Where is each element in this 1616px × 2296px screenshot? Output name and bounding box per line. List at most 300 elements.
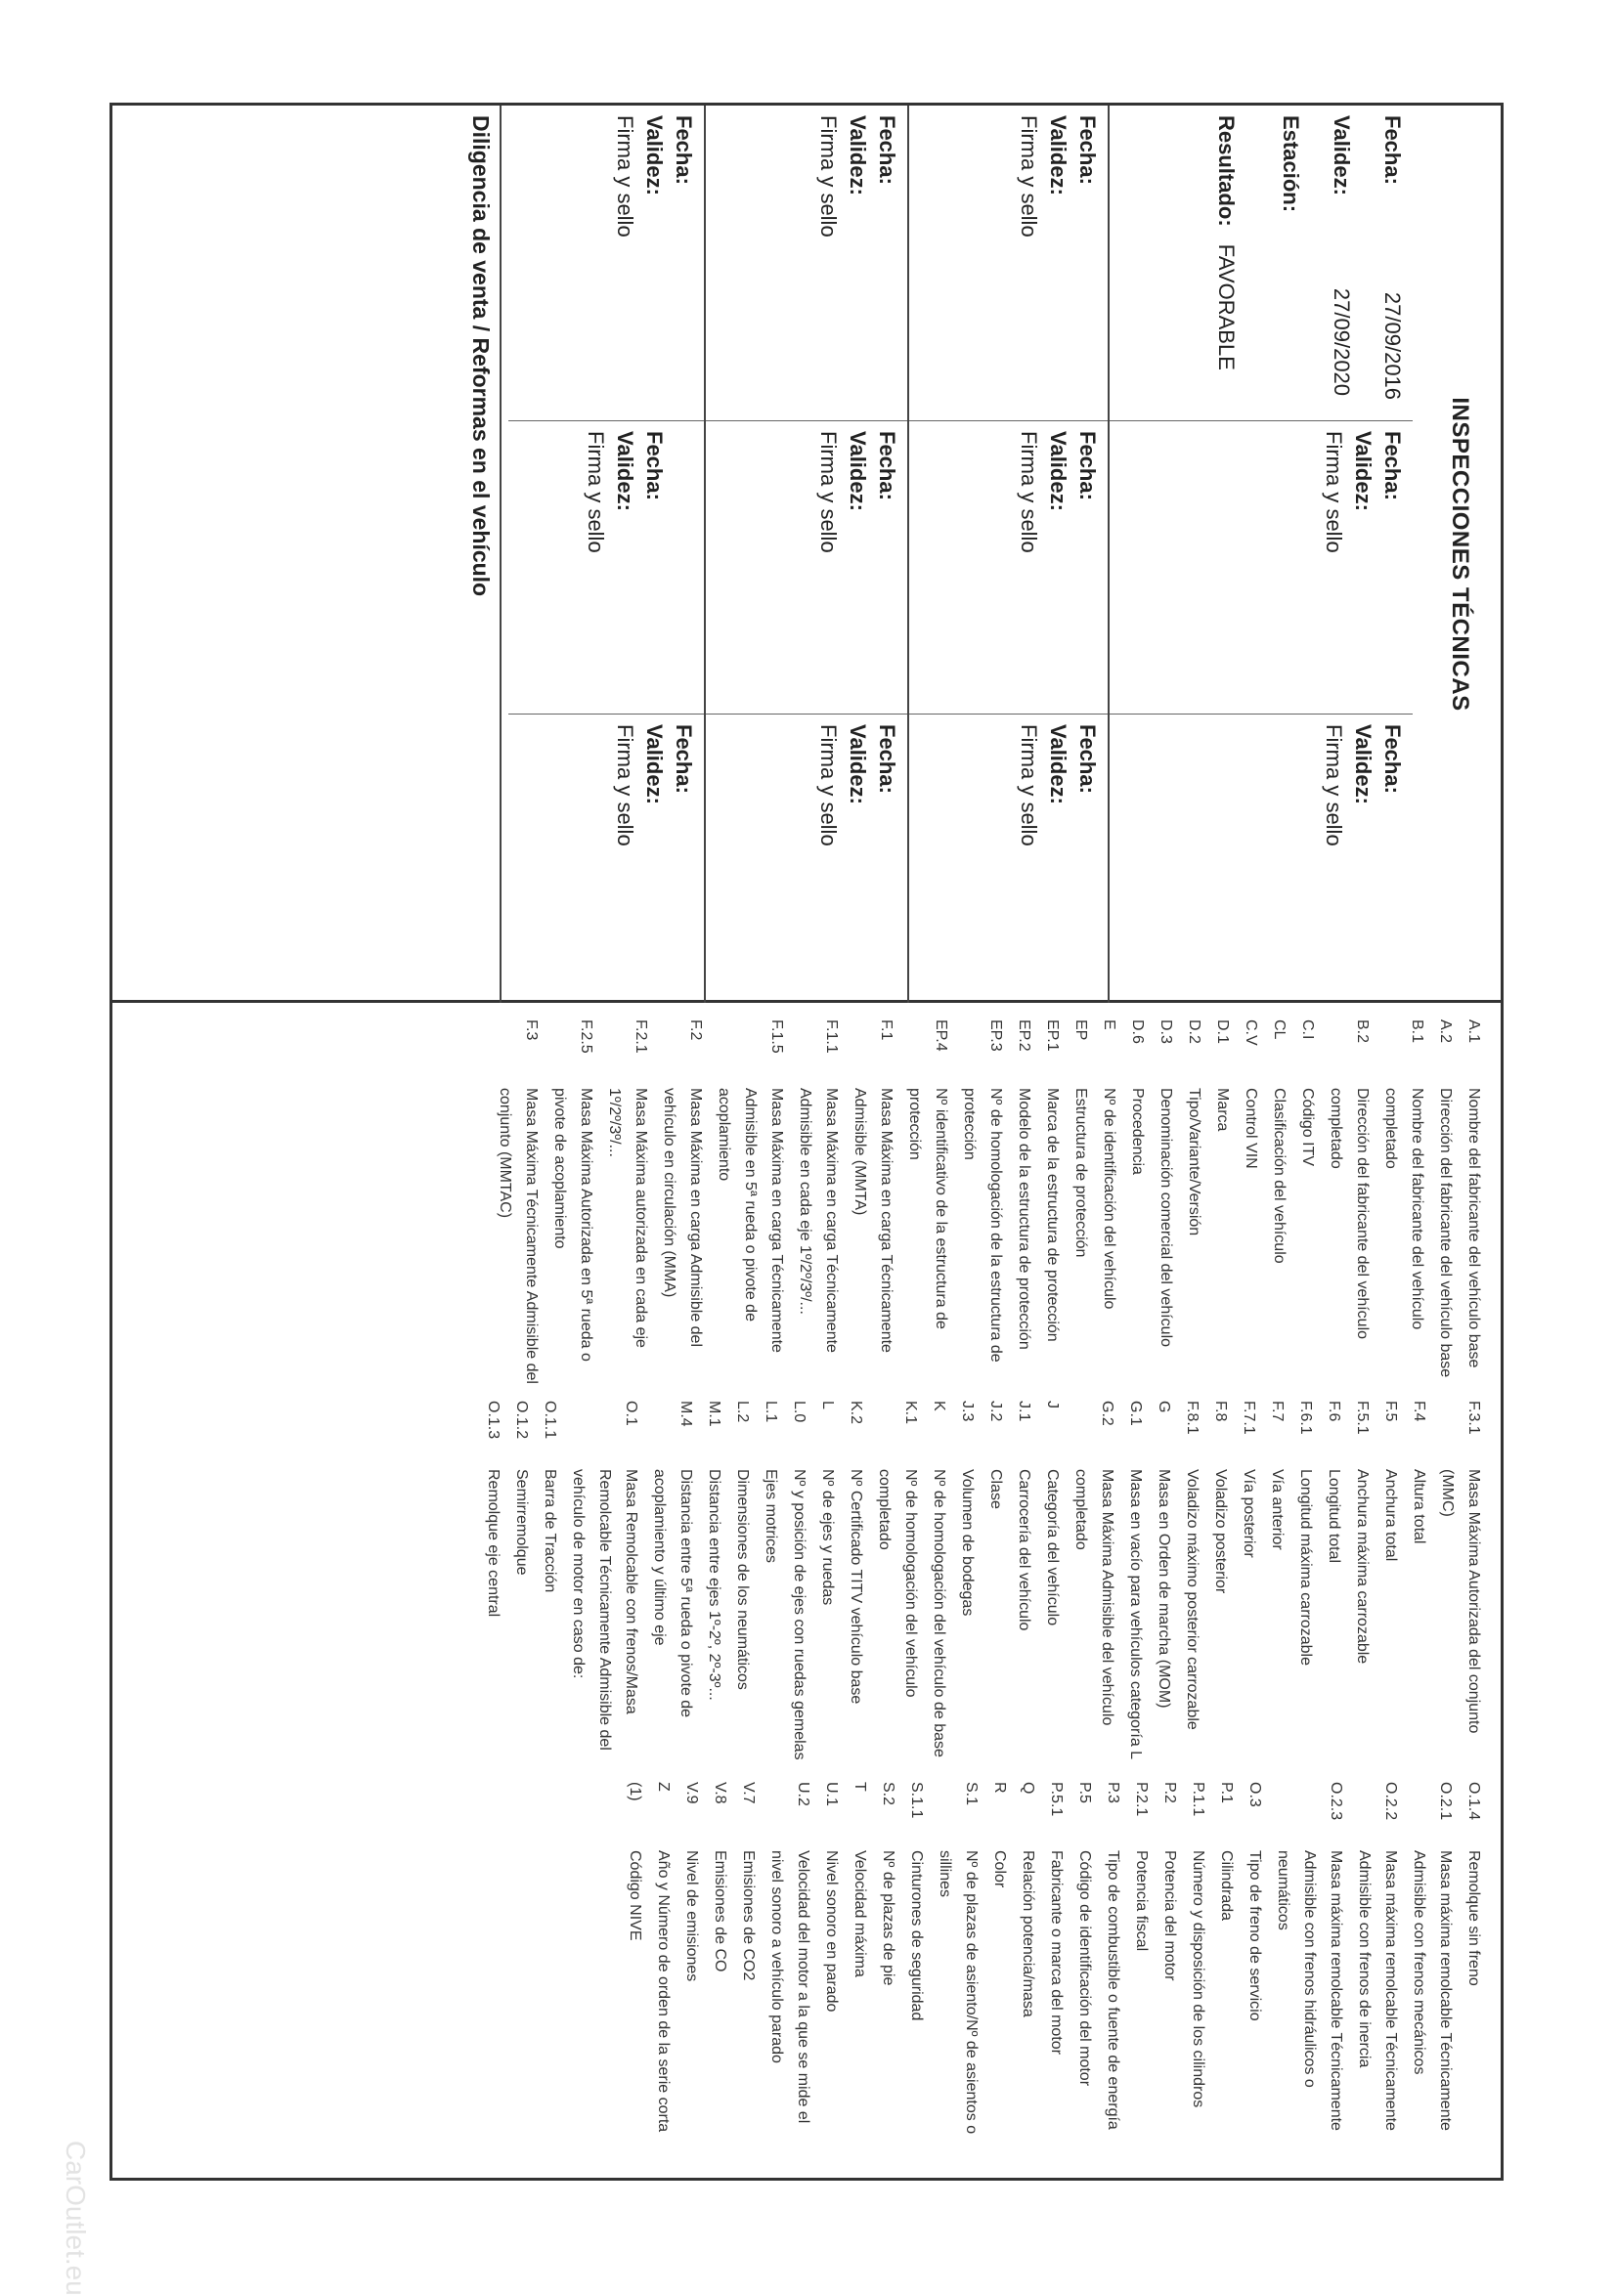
firma-label: Firma y sello: [584, 431, 608, 553]
code-entry: [926, 1401, 952, 1772]
code-entry: [650, 1782, 677, 2153]
code-id: O.2.2: [1382, 1782, 1399, 1821]
validez-value: 27/09/2020: [1330, 287, 1354, 397]
code-id: B.1: [1409, 1019, 1425, 1044]
code-entry: [843, 1401, 869, 1772]
code-description: Longitud total: [1326, 1469, 1342, 1564]
code-id: J: [1044, 1401, 1061, 1408]
code-description: Nombre del fabricante del vehículo base: [1465, 1088, 1482, 1368]
code-description: Nombre del fabricante del vehículo completado: [1382, 1088, 1425, 1330]
code-entry: [546, 1019, 599, 1391]
inspecciones-panel: [112, 106, 1501, 1003]
inspection-cell-3-1: [706, 106, 907, 420]
code-description: Año y Número de orden de la serie corta: [655, 1850, 672, 2133]
code-id: F.7: [1269, 1401, 1286, 1422]
code-description: Tipo/Variante/Versión: [1186, 1088, 1202, 1236]
code-id: Q: [1020, 1782, 1036, 1795]
code-id: K: [931, 1401, 947, 1411]
code-entry: [646, 1401, 699, 1772]
code-entry: [764, 1782, 816, 2153]
code-entry: [1071, 1782, 1098, 2153]
code-entry: [1321, 1401, 1347, 1772]
fecha-label: Fecha:: [642, 431, 667, 500]
firma-label: Firma y sello: [1017, 724, 1041, 846]
code-description: Semirremolque: [513, 1469, 530, 1576]
code-description: Marca: [1214, 1088, 1231, 1132]
code-entry: [1434, 1401, 1487, 1772]
code-id: V.8: [712, 1782, 728, 1804]
watermark-logo: CarOutlet.eu: [61, 2141, 91, 2296]
code-description: Cilindrada: [1218, 1850, 1235, 1922]
code-entry: [1294, 1019, 1321, 1391]
code-id: B.2: [1354, 1019, 1371, 1044]
code-id: L.1: [763, 1401, 779, 1423]
firma-label: Firma y sello: [816, 724, 841, 846]
code-description: Distancia entre ejes 1º-2º, 2º-3º...: [706, 1469, 722, 1701]
code-entry: [1207, 1401, 1234, 1772]
code-id: O.3: [1246, 1782, 1263, 1807]
code-id: EP.3: [987, 1019, 1004, 1052]
firma-label: Firma y sello: [1322, 724, 1346, 846]
code-id: F.4: [1411, 1401, 1427, 1422]
code-description: Masa Máxima Autorizada en 5ª rueda o pivote de acoplamiento: [551, 1088, 594, 1362]
inspection-cell-3-3: [706, 714, 907, 1003]
code-id: F.6: [1326, 1401, 1342, 1422]
fecha-label: Fecha:: [875, 115, 899, 185]
code-entry: [1185, 1782, 1211, 2153]
code-entry: [1068, 1019, 1094, 1391]
code-description: Denominación comercial del vehículo: [1157, 1088, 1174, 1348]
code-entry: [1238, 1019, 1264, 1391]
code-description: Voladizo máximo posterior carrozable: [1184, 1469, 1201, 1730]
code-description: Masa Máxima en carga Técnicamente Admisible (MMTA): [852, 1088, 895, 1353]
firma-label: Firma y sello: [613, 115, 637, 238]
code-id: E: [1101, 1019, 1117, 1030]
code-entry: [818, 1782, 845, 2153]
code-entry: [656, 1019, 709, 1391]
code-description: Cinturones de seguridad: [908, 1850, 925, 2021]
validez-label: Validez:: [1330, 115, 1354, 195]
code-description: Anchura máxima carrozable: [1354, 1469, 1371, 1665]
code-entry: [707, 1782, 733, 2153]
code-id: L: [819, 1401, 836, 1409]
code-description: Clase: [987, 1469, 1004, 1509]
code-description: Dirección del fabricante del vehículo base: [1437, 1088, 1454, 1378]
firma-label: Firma y sello: [1017, 431, 1041, 553]
code-id: G.2: [1099, 1401, 1115, 1426]
validez-label: Validez:: [846, 115, 870, 195]
code-description: Distancia entre 5ª rueda o pivote de acoplamiento y último eje: [651, 1469, 694, 1718]
code-id: A.2: [1437, 1019, 1454, 1044]
inspection-row-2: [907, 106, 1108, 1003]
fecha-label: Fecha:: [1380, 431, 1405, 500]
code-description: Carrocería del vehículo: [1016, 1469, 1032, 1631]
code-description: Nº de homologación del vehículo completado: [876, 1469, 919, 1698]
code-description: Dirección del fabricante del vehículo completado: [1328, 1088, 1371, 1340]
code-description: Nº identificativo de la estructura de protección: [906, 1088, 949, 1329]
code-description: Masa Máxima en carga Técnicamente Admisible en cada eje 1º/2º/3º/...: [797, 1088, 840, 1353]
code-id: F.2: [687, 1019, 704, 1041]
code-description: Masa máxima remolcable Técnicamente Admisible con frenos de inercia: [1356, 1850, 1399, 2131]
code-entry: [1432, 1019, 1459, 1391]
code-id: S.2: [880, 1782, 896, 1806]
code-description: Tipo de combustible o fuente de energía: [1105, 1850, 1121, 2130]
code-entry: [508, 1401, 535, 1772]
fecha-label: Fecha:: [1380, 115, 1405, 185]
inspection-cell-2-3: [909, 714, 1108, 1003]
code-id: F.1.1: [823, 1019, 840, 1054]
validez-label: Validez:: [1351, 431, 1376, 511]
code-id: V.9: [683, 1782, 700, 1804]
code-entry: [1179, 1401, 1205, 1772]
code-description: Masa Remolcable con frenos/Masa Remolcable Técnicamente Admisible del vehículo de motor en caso de:: [570, 1469, 639, 1751]
code-entry: [1100, 1782, 1126, 2153]
code-description: Número y disposición de los cilindros: [1190, 1850, 1206, 2108]
code-description: Altura total: [1411, 1469, 1427, 1544]
code-id: C.V: [1243, 1019, 1259, 1046]
code-entry: [901, 1019, 954, 1391]
code-entry: [1377, 1401, 1404, 1772]
code-description: Velocidad máxima: [852, 1850, 868, 1977]
code-entry: [622, 1782, 648, 2153]
code-id: EP: [1072, 1019, 1089, 1041]
code-entry: [1122, 1401, 1149, 1772]
validez-label: Validez:: [1046, 115, 1070, 195]
code-entry: [678, 1782, 705, 2153]
validez-label: Validez:: [1046, 431, 1070, 511]
code-entry: [1461, 1782, 1487, 2153]
code-description: Fabricante o marca del motor: [1048, 1850, 1065, 2055]
code-entry: [711, 1019, 790, 1391]
code-id: P.3: [1105, 1782, 1121, 1803]
resultado-label: Resultado:: [1214, 115, 1239, 227]
code-id: F.2.5: [578, 1019, 594, 1054]
code-description: Nivel de emisiones: [683, 1850, 700, 1982]
code-id: K.1: [902, 1401, 919, 1425]
code-description: Procedencia: [1129, 1088, 1146, 1175]
code-id: J.3: [959, 1401, 976, 1422]
inspection-cell-1-2: [1110, 420, 1413, 714]
code-id: F.3.1: [1465, 1401, 1482, 1435]
code-id: O.1.1: [542, 1401, 558, 1440]
inspection-cell-1-1: [1110, 106, 1413, 420]
code-entry: [954, 1401, 981, 1772]
firma-label: Firma y sello: [816, 431, 841, 553]
code-entry: [1236, 1401, 1262, 1772]
code-entry: [1153, 1019, 1179, 1391]
inspection-cell-4-1: [508, 106, 704, 420]
inspection-row-3: [704, 106, 907, 1003]
code-id: Z: [655, 1782, 672, 1792]
code-id: R: [991, 1782, 1008, 1794]
code-entry: [1264, 1401, 1290, 1772]
fecha-label: Fecha:: [672, 724, 696, 794]
code-description: Nº de plazas de asiento/Nº de asientos o sillines: [937, 1850, 980, 2135]
code-id: P.2.1: [1133, 1782, 1150, 1817]
code-id: S.1: [963, 1782, 980, 1806]
code-description: Masa Máxima Autorizada del conjunto (MMC): [1439, 1469, 1482, 1734]
code-id: O.2.3: [1328, 1782, 1344, 1821]
inspection-cell-3-2: [706, 420, 907, 714]
code-description: Barra de Tracción: [542, 1469, 558, 1593]
code-id: CL: [1271, 1019, 1288, 1040]
validez-label: Validez:: [846, 431, 870, 511]
code-entry: [792, 1019, 845, 1391]
codes-column-1: [490, 1019, 1487, 1391]
code-entry: [1406, 1782, 1459, 2153]
code-description: Masa en Orden de marcha (MOM): [1156, 1469, 1172, 1709]
code-entry: [480, 1401, 506, 1772]
code-entry: [492, 1019, 545, 1391]
diligencia-heading: Diligencia de venta / Reformas en el vehículo: [461, 106, 502, 1003]
code-entry: [1406, 1401, 1432, 1772]
code-id: P.1.1: [1190, 1782, 1206, 1817]
code-description: Emisiones de CO2: [740, 1850, 757, 1981]
code-id: M.1: [706, 1401, 722, 1427]
code-description: Masa Máxima autorizada en cada eje 1º/2º/3º/...: [606, 1088, 649, 1348]
inspection-cell-4-2: [508, 420, 704, 714]
code-id: EP.1: [1044, 1019, 1061, 1052]
code-id: K.2: [848, 1401, 864, 1425]
code-description: Nº de plazas de pie: [880, 1850, 896, 1986]
code-entry: [1015, 1782, 1041, 2153]
code-entry: [601, 1019, 654, 1391]
code-id: F.1.5: [768, 1019, 785, 1054]
code-description: Modelo de la estructura de protección: [1016, 1088, 1032, 1350]
code-description: Estructura de protección: [1072, 1088, 1089, 1258]
code-description: Relación potencia/masa: [1020, 1850, 1036, 2017]
code-id: O.1: [623, 1401, 639, 1426]
code-description: Potencia fiscal: [1133, 1850, 1150, 1952]
code-description: Nº de ejes y ruedas: [819, 1469, 836, 1606]
code-description: Masa máxima remolcable Técnicamente Admisible con frenos mecánicos: [1411, 1850, 1454, 2131]
code-entry: [1039, 1401, 1066, 1772]
code-id: (1): [627, 1782, 643, 1801]
code-entry: [1461, 1019, 1487, 1391]
validez-label: Validez:: [642, 115, 667, 195]
code-entry: [1209, 1019, 1236, 1391]
code-description: Masa Máxima en carga Técnicamente Admisible en 5ª rueda o pivote de acoplamiento: [716, 1088, 785, 1353]
code-description: Código de identificación del motor: [1076, 1850, 1093, 2087]
code-id: M.4: [677, 1401, 694, 1427]
code-id: D.6: [1129, 1019, 1146, 1044]
code-id: F.2.1: [633, 1019, 649, 1054]
inspecciones-title: INSPECCIONES TÉCNICAS: [1447, 397, 1473, 712]
code-entry: [1157, 1782, 1183, 2153]
code-id: F.5: [1382, 1401, 1399, 1422]
code-id: G: [1156, 1401, 1172, 1413]
codes-column-2: [478, 1401, 1487, 1772]
field-codes-legend: [128, 1019, 1487, 2163]
code-entry: [1181, 1019, 1207, 1391]
code-entry: [786, 1401, 812, 1772]
fecha-label: Fecha:: [1075, 431, 1100, 500]
code-entry: [1068, 1401, 1120, 1772]
code-description: Vía anterior: [1269, 1469, 1286, 1550]
code-description: Nivel sonoro en parado: [823, 1850, 840, 2013]
code-description: Control VIN: [1243, 1088, 1259, 1169]
fecha-label: Fecha:: [1075, 724, 1100, 794]
document-frame: [109, 103, 1504, 2181]
code-description: Remolque sin freno: [1465, 1850, 1482, 1986]
validez-label: Validez:: [1351, 724, 1376, 804]
code-entry: [735, 1782, 762, 2153]
code-description: Longitud máxima carrozable: [1297, 1469, 1314, 1666]
code-description: Voladizo posterior: [1212, 1469, 1229, 1594]
code-id: F.3: [523, 1019, 540, 1041]
code-id: F.8.1: [1184, 1401, 1201, 1435]
code-description: Masa Máxima Admisible del vehículo completado: [1072, 1469, 1115, 1726]
code-description: Remolque eje central: [485, 1469, 502, 1618]
code-description: Nº de identificación del vehículo: [1101, 1088, 1117, 1310]
fecha-label: Fecha:: [875, 431, 899, 500]
code-description: Vía posterior: [1241, 1469, 1257, 1558]
code-id: O.2.1: [1437, 1782, 1454, 1821]
code-id: L.2: [734, 1401, 751, 1423]
validez-label: Validez:: [846, 724, 870, 804]
code-description: Masa Máxima en carga Admisible del vehículo en circulación (MMA): [661, 1088, 704, 1348]
code-entry: [986, 1782, 1013, 2153]
code-description: Velocidad del motor a la que se mide el nivel sonoro a vehículo parado: [768, 1850, 811, 2124]
code-id: P.1: [1218, 1782, 1235, 1803]
code-entry: [1011, 1401, 1037, 1772]
code-description: Volumen de bodegas: [959, 1469, 976, 1617]
code-description: Potencia del motor: [1161, 1850, 1178, 1981]
code-entry: [565, 1401, 644, 1772]
fecha-label: Fecha:: [1075, 115, 1100, 185]
code-entry: [701, 1401, 727, 1772]
code-entry: [956, 1019, 1009, 1391]
firma-label: Firma y sello: [1017, 115, 1041, 238]
code-entry: [1242, 1782, 1268, 2153]
code-description: Clasificación del vehículo: [1271, 1088, 1288, 1264]
code-description: Masa en vacío para vehículos categoría L: [1127, 1469, 1144, 1760]
code-description: Nº de homologación del vehículo de base: [931, 1469, 947, 1757]
code-entry: [729, 1401, 756, 1772]
fecha-value: 27/09/2016: [1380, 291, 1405, 401]
code-entry: [1377, 1019, 1430, 1391]
code-entry: [983, 1401, 1009, 1772]
code-description: Nº y posición de ejes con ruedas gemelas: [791, 1469, 808, 1760]
code-description: Marca de la estructura de protección: [1044, 1088, 1061, 1342]
fecha-label: Fecha:: [1380, 724, 1405, 794]
code-description: Código NIVE: [627, 1850, 643, 1941]
inspection-cell-2-1: [909, 106, 1108, 420]
resultado-value: FAVORABLE: [1214, 243, 1239, 370]
code-entry: [814, 1401, 841, 1772]
code-id: J.2: [987, 1401, 1004, 1422]
code-entry: [871, 1401, 924, 1772]
code-description: Código ITV: [1299, 1088, 1316, 1167]
code-id: O.1.3: [485, 1401, 502, 1440]
code-entry: [932, 1782, 984, 2153]
code-entry: [1096, 1019, 1122, 1391]
validez-label: Validez:: [642, 724, 667, 804]
code-entry: [847, 1782, 873, 2153]
code-id: J.1: [1016, 1401, 1032, 1422]
code-id: S.1.1: [908, 1782, 925, 1819]
code-id: U.1: [823, 1782, 840, 1806]
code-id: F.6.1: [1297, 1401, 1314, 1435]
inspection-cell-2-2: [909, 420, 1108, 714]
code-id: V.7: [740, 1782, 757, 1804]
code-id: P.2: [1161, 1782, 1178, 1803]
code-entry: [903, 1782, 930, 2153]
fecha-label: Fecha:: [875, 724, 899, 794]
code-description: Masa Máxima Técnicamente Admisible del conjunto (MMTAC): [497, 1088, 540, 1384]
firma-label: Firma y sello: [1322, 431, 1346, 553]
code-entry: [537, 1401, 563, 1772]
code-id: EP.4: [933, 1019, 949, 1052]
code-id: D.2: [1186, 1019, 1202, 1044]
codes-column-3: [620, 1782, 1487, 2153]
code-entry: [847, 1019, 899, 1391]
code-entry: [758, 1401, 784, 1772]
code-id: U.2: [795, 1782, 811, 1806]
code-id: EP.2: [1016, 1019, 1032, 1052]
code-entry: [1270, 1782, 1349, 2153]
code-entry: [1128, 1782, 1155, 2153]
code-id: C.I: [1299, 1019, 1316, 1040]
code-description: Dimensiones de los neumáticos: [734, 1469, 751, 1690]
code-description: Categoría del vehículo: [1044, 1469, 1061, 1626]
code-entry: [1043, 1782, 1070, 2153]
code-id: F.5.1: [1354, 1401, 1371, 1435]
code-entry: [1292, 1401, 1319, 1772]
inspection-cell-1-3: [1110, 714, 1413, 1003]
code-entry: [1349, 1401, 1376, 1772]
code-entry: [1323, 1019, 1376, 1391]
code-id: T: [852, 1782, 868, 1792]
code-id: O.1.2: [513, 1401, 530, 1440]
code-id: O.1.4: [1465, 1782, 1482, 1821]
code-id: F.1: [878, 1019, 895, 1041]
code-id: F.7.1: [1241, 1401, 1257, 1435]
code-description: Nº de homologación de la estructura de protección: [961, 1088, 1004, 1363]
validez-label: Validez:: [613, 431, 637, 511]
code-id: F.8: [1212, 1401, 1229, 1422]
code-entry: [1266, 1019, 1292, 1391]
code-description: Anchura total: [1382, 1469, 1399, 1562]
inspection-grid: [503, 106, 1413, 1003]
code-id: P.5.1: [1048, 1782, 1065, 1817]
validez-label: Validez:: [1046, 724, 1070, 804]
code-id: L.0: [791, 1401, 808, 1423]
code-id: G.1: [1127, 1401, 1144, 1426]
inspection-row-1: [1108, 106, 1413, 1003]
code-id: P.5: [1076, 1782, 1093, 1803]
code-description: Masa máxima remolcable Técnicamente Admisible con frenos hidráulicos o neumáticos: [1275, 1850, 1344, 2131]
code-description: Emisiones de CO: [712, 1850, 728, 1972]
estacion-label: Estación:: [1279, 115, 1303, 213]
inspection-cell-4-3: [508, 714, 704, 1003]
code-entry: [1213, 1782, 1240, 2153]
code-entry: [1351, 1782, 1404, 2153]
code-id: D.1: [1214, 1019, 1231, 1044]
code-description: Color: [991, 1850, 1008, 1888]
code-entry: [1151, 1401, 1177, 1772]
firma-label: Firma y sello: [613, 724, 637, 846]
code-description: Ejes motrices: [763, 1469, 779, 1564]
fecha-label: Fecha:: [672, 115, 696, 185]
code-entry: [875, 1782, 901, 2153]
code-entry: [1124, 1019, 1151, 1391]
firma-label: Firma y sello: [816, 115, 841, 238]
inspection-row-4: [508, 106, 704, 1003]
code-entry: [1039, 1019, 1066, 1391]
code-entry: [1011, 1019, 1037, 1391]
code-id: D.3: [1157, 1019, 1174, 1044]
